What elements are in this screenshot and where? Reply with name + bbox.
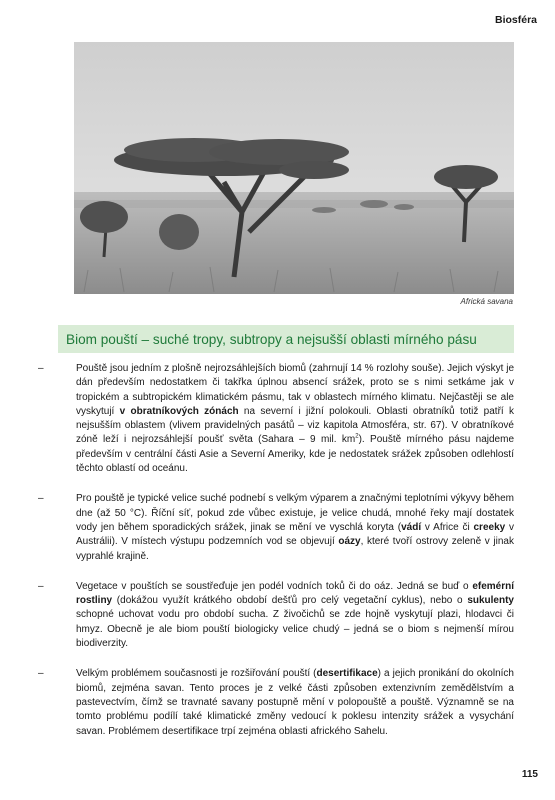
text-run: v Austrálii). V místech výstupu podzemních vod se objevují	[76, 521, 514, 548]
paragraph	[38, 580, 514, 651]
bold-term: oázy	[338, 536, 361, 548]
savanna-illustration	[74, 42, 514, 294]
bullet-dash: –	[38, 580, 44, 592]
bold-term: creeky	[473, 521, 506, 533]
paragraph	[38, 667, 514, 738]
text-run: v Africe či	[421, 521, 474, 533]
text-run: , které tvoří ostrovy zeleně v jinak vyprahlé krajině.	[76, 536, 514, 562]
paragraph	[38, 492, 514, 563]
section-heading: Biom pouští – suché tropy, subtropy a nejsušší oblasti mírného pásu	[58, 325, 514, 353]
bold-term: efemérní rostliny	[76, 580, 514, 607]
text-run: ) a jejich pronikání do okolních biomů, zejména savan. Tento proces je z velké části způsoben extenzivním zemědělstvím a pastevectvím, čímž se travnaté savany postupně mění v polopouště a pouště. Významně se na tomto problému podílí také klimatické změny vedoucí k poklesu intenzity srážek a vysychání savan. Problémem desertifikace trpí zejména oblasti afrického Sahelu.	[76, 668, 514, 737]
bullet-dash: –	[38, 668, 44, 680]
text-run: na severní i jižní polokouli. Oblasti obratníků totiž patří k nejsušším oblastem (vlivem pravidelných pasátů – viz kapitola Atmosféra, str. 67). V obratníkové zóně leží i nejrozsáhlejší poušť světa (Sahara – 9 mil. km	[76, 405, 514, 446]
paragraph	[38, 362, 514, 476]
text-run: Pouště jsou jedním z plošně nejrozsáhlejších biomů (zahrnují 14 % rozlohy souše). Jejich výskyt je dán především nedostatkem či takřka úplnou absencí srážek, proto se s nimi setkáme jak v tropickém a subtropickém klimatickém pásmu, tak v oblastech mírného klimatu. Nejčastěji se ale vyskytují	[76, 363, 514, 417]
paragraph-text	[76, 580, 514, 651]
superscript: 2	[355, 434, 359, 441]
paragraph-text	[76, 362, 514, 476]
body-text	[38, 362, 514, 755]
page-number: 115	[521, 769, 538, 780]
text-run: (dokážou využít krátkého období dešťů pro celý vegetační cyklus), nebo o	[112, 595, 468, 607]
text-run: Velkým problémem současnosti je rozšiřování pouští (	[76, 668, 317, 680]
bullet-dash: –	[38, 363, 44, 374]
paragraph-text	[76, 492, 514, 563]
paragraph-text	[76, 667, 514, 738]
bold-term: vádí	[401, 521, 422, 533]
running-header: Biosféra	[494, 14, 537, 26]
bold-term: sukulenty	[467, 595, 514, 607]
bold-term: desertifikace	[316, 668, 378, 680]
text-run: Pro pouště je typické velice suché podnebí s velkým výparem a značnými teplotními výkyvy během dne (až 50 °C). Říční síť, pokud zde vůbec existuje, je velice chudá, mnohé řeky mají dostatek vody jen během sporadických srážek, jinak se mění ve vyschlá koryta (	[76, 493, 514, 533]
bullet-dash: –	[38, 493, 44, 505]
text-run: schopné uchovat vodu pro období sucha. Z živočichů se zde hojně vyskytují plazi, hlodavci či hmyz. Obecně je ale biom pouští biologicky velice chudý – jedná se o biom s nejmenší mírou biodiverzity.	[76, 609, 514, 650]
photo-caption: Africká savana	[460, 297, 513, 306]
savanna-photo	[74, 42, 514, 294]
text-run: Vegetace v pouštích se soustřeďuje jen podél vodních toků či do oáz. Jedná se buď o	[76, 580, 473, 592]
text-run: ). Pouště mírného pásu najdeme především v centrální části Asie a Severní Ameriky, kde je nedostatek srážek způsoben odlehlostí těchto oblastí od oceánu.	[76, 434, 515, 475]
bold-term: v obratníkových zónách	[119, 405, 239, 417]
